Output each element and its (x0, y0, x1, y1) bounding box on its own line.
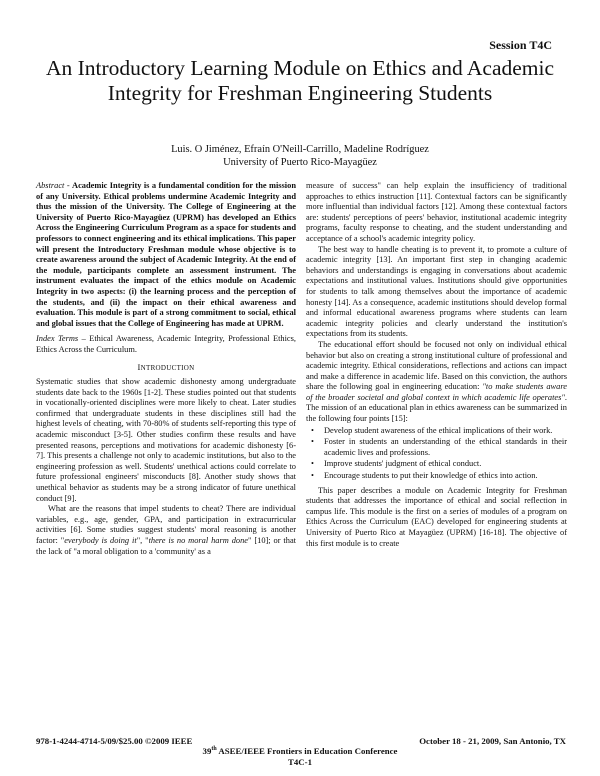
abstract (36, 181, 296, 329)
right-p3-quote: "to make students aware of the broader societal and global context in which academic life operates" (306, 382, 567, 402)
list-item (311, 437, 567, 458)
abstract-dash: - (64, 181, 73, 190)
right-p3-b: . The mission of an educational plan in ethics awareness can be summarized in the following four points [15]: (306, 392, 567, 424)
goal-text: Develop student awareness of the ethical implications of their work. (324, 425, 553, 435)
goal-text: Foster in students an understanding of the ethical standards in their academic lives and professions. (324, 437, 567, 457)
goal-text: Improve students' judgment of ethical conduct. (324, 459, 482, 469)
section-heading-introduction (36, 362, 296, 374)
footer-date-location: October 18 - 21, 2009, San Antonio, TX (419, 736, 566, 746)
footer-conf-sup: th (211, 746, 217, 753)
right-column (306, 181, 567, 549)
index-terms-text: – Ethical Awareness, Academic Integrity, Professional Ethics, Ethics Across the Curriculum. (36, 334, 296, 354)
right-paragraph-3 (306, 340, 567, 425)
author-names: Luis. O Jiménez, Efraín O'Neill-Carrillo, Madeline Rodríguez (171, 144, 429, 155)
footer-conf-num: 39 (202, 746, 212, 756)
footer-conference (0, 746, 600, 756)
session-label: Session T4C (489, 38, 552, 52)
goal-text: Encourage students to put their knowledge of ethics into action. (324, 471, 538, 481)
intro-p2-quote-1: everybody is doing it (64, 536, 137, 545)
list-item (311, 471, 567, 482)
author-affiliation: University of Puerto Rico-Mayagüez (223, 157, 377, 168)
author-block (40, 143, 560, 169)
intro-p2-c: " [10]; or that the lack of "a moral obligation to a 'community' as a (36, 536, 296, 556)
left-column (36, 181, 296, 557)
page-number: T4C-1 (288, 757, 312, 767)
bullet-icon: • (311, 459, 314, 469)
intro-paragraph-2 (36, 504, 296, 557)
footer-conf-text: ASEE/IEEE Frontiers in Education Conference (216, 746, 398, 756)
bullet-icon: • (311, 437, 314, 447)
bullet-icon: • (311, 425, 314, 435)
abstract-text: Academic Integrity is a fundamental condition for the mission of any University. Ethical problems undermine Academic Integrity and thus the mission of the University. The College of Engineering at the University of Puerto Rico-Mayagüez (UPRM) has developed an Ethics Across the Engineering Curriculum Program as a space for students and professors to connect engineering and its ethical implications. This paper will present the Introductory Freshman module whose objective is to create awareness around the subject of Academic Integrity. At the end of the module, participants complete an assessment instrument. The instrument evaluates the impact of the ethics module on Academic Integrity in two aspects: (i) the learning process and the perception of the students, and (ii) the impact on their ethical awareness and evaluation. This module is part of a strong commitment to social, ethical and global issues that the College of Engineering has made at UPRM. (36, 181, 296, 328)
intro-p2-b: ", " (136, 536, 149, 545)
footer-isbn: 978-1-4244-4714-5/09/$25.00 ©2009 IEEE (36, 736, 193, 746)
right-paragraph-2: The best way to handle cheating is to prevent it, to promote a culture of academic integrity [13]. An important first step in changing academic behaviors and understandings is engaging in conversations about academic expectations and institutional values. Institutions should give opportunities for students to talk among themselves about the importance of academic honesty [14]. As a consequence, academic institutions should develop formal and informal educational awareness programs where students can learn academic integrity policies and clearly understand the institution's expectations from its students. (306, 244, 567, 339)
right-paragraph-4: This paper describes a module on Academic Integrity for Freshman students that addresses the importance of ethical and social reflection in campus life. This module is the first on a series of modules of a program on Ethics Across the Curriculum (EAC) developed for engineering students at University of Puerto Rico at Mayagüez (UPRM) [16-18]. The objective of this first module is to create (306, 485, 567, 548)
intro-heading-first: I (137, 361, 141, 372)
goals-list (306, 426, 567, 482)
list-item (311, 459, 567, 470)
index-terms (36, 334, 296, 355)
bullet-icon: • (311, 471, 314, 481)
index-terms-label: Index Terms (36, 334, 79, 344)
intro-paragraph-1: Systematic studies that show academic dishonesty among undergraduate students date back to the 1960s [1-2]. These studies pointed out that students in vocationally-oriented disciplines were more likely to cheat. Later studies confirmed that undergraduate students in these disciplines still had the highest levels of cheating, with 70-80% of students self-reporting this type of academic misconduct [3-5]. Other studies confirm these results and have presented reasons, perceptions and motivations for academic dishonesty [6-7]. This presents a challenge not only to academic institutions, but also to the engineering profession as well. Students' unethical actions could correlate to future professional engineers' misconducts [8]. Another study shows that unethical behavior as students may be a strong indicator of future unethical conduct [9]. (36, 377, 296, 503)
right-p3-a: The educational effort should be focused not only on individual ethical behavior but also on creating a strong institutional culture of professional and academic integrity. Ethical considerations, reflections and actions can impact and make a difference in academic life. Based on this conviction, the authors share the following goal in engineering education: (306, 339, 567, 392)
list-item (311, 425, 567, 437)
intro-p2-quote-2: there is no moral harm done (148, 536, 248, 545)
right-paragraph-1: measure of success" can help explain the insufficiency of traditional approaches to ethics instruction [11]. Contextual factors can be significantly more influential than individual factors [12]. Among these contextual factors are: students' perceptions of peers' behavior, institutional academic integrity programs, faculty response to cheating, and the student understanding and acceptance of a school's academic integrity policy. (306, 181, 567, 243)
paper-title: An Introductory Learning Module on Ethics and Academic Integrity for Freshman Engineering Students (45, 56, 555, 105)
intro-heading-rest: NTRODUCTION (140, 363, 195, 372)
abstract-label: Abstract (36, 181, 65, 190)
intro-p2-a: What are the reasons that impel students to cheat? There are individual variables, e.g., age, gender, GPA, and participation in extracurricular activities [6]. Some studies suggest students' moral reasoning is another factor: " (36, 504, 296, 545)
